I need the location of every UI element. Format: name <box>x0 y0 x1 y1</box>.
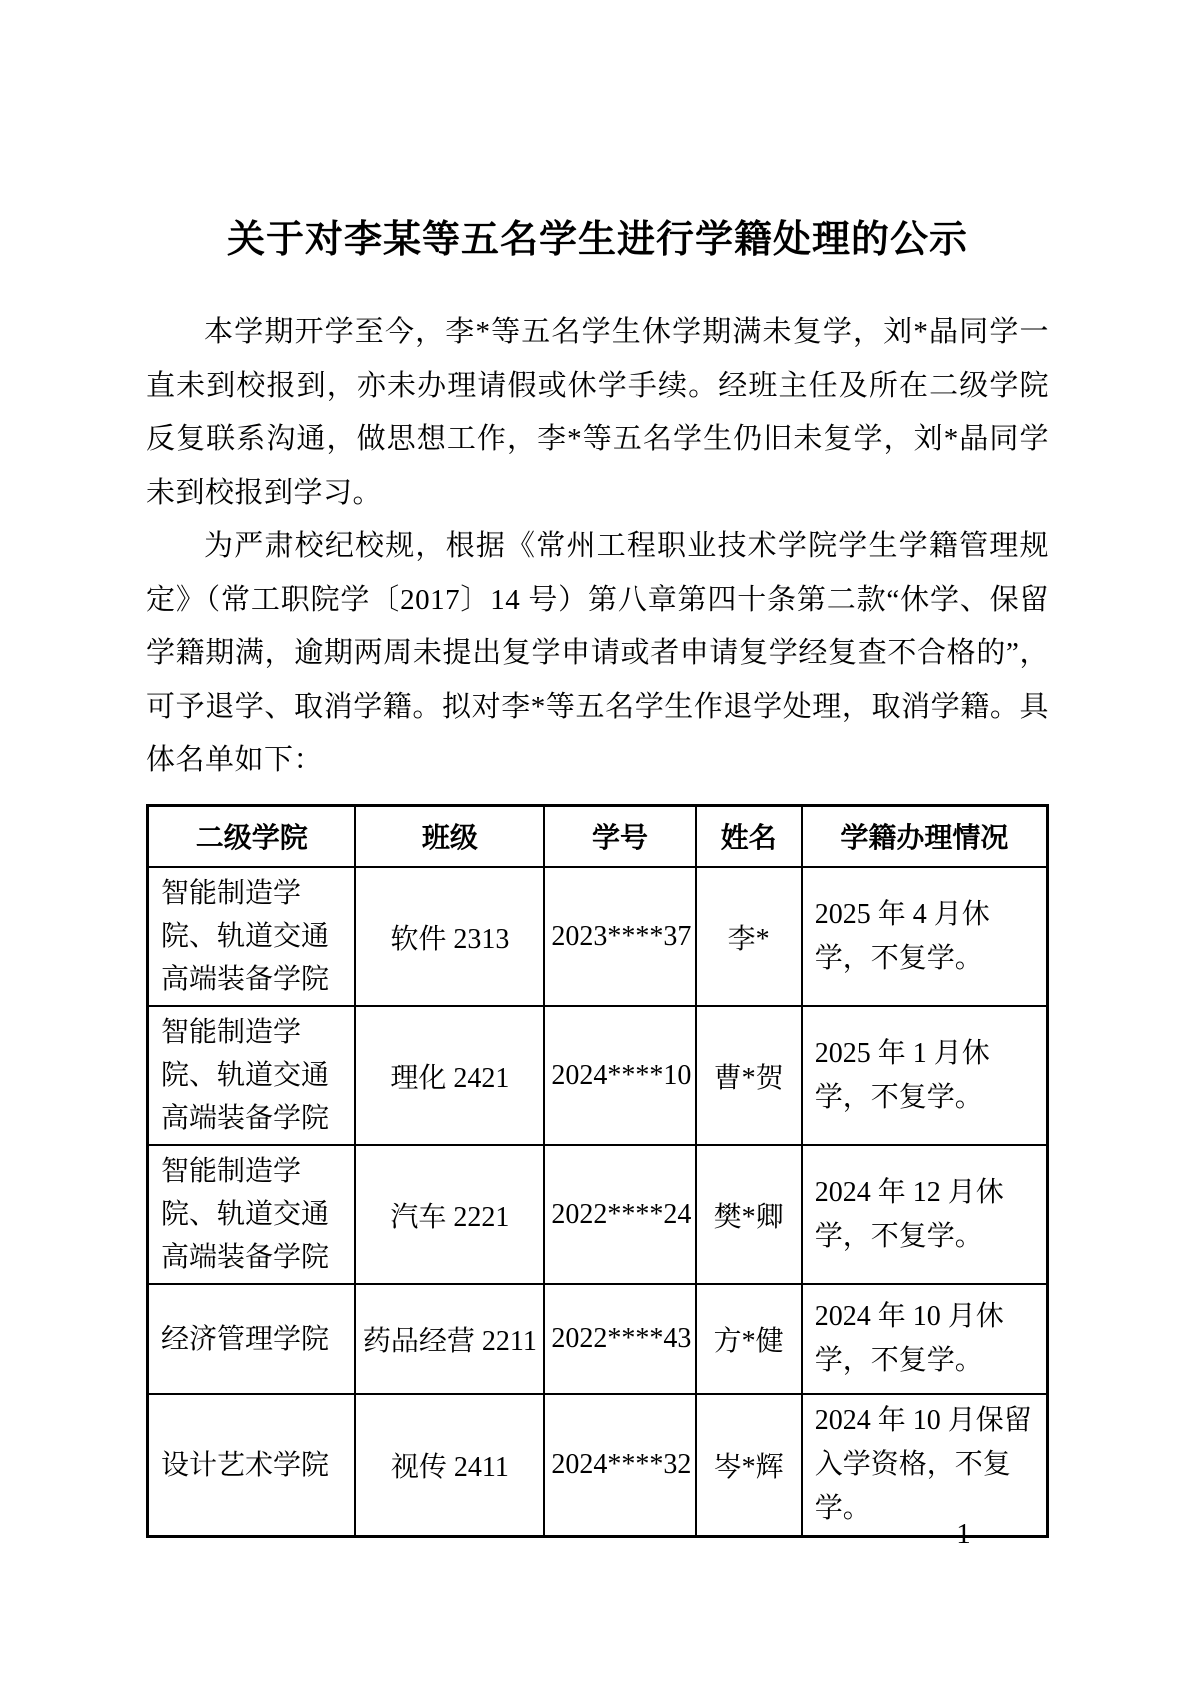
header-status: 学籍办理情况 <box>802 805 1048 867</box>
cell-name: 方*健 <box>696 1284 802 1394</box>
table-header-row <box>148 805 1048 867</box>
cell-class: 理化 2421 <box>355 1006 544 1145</box>
header-class: 班级 <box>355 805 544 867</box>
cell-college: 设计艺术学院 <box>148 1394 356 1537</box>
cell-status: 2025 年 1 月休学，不复学。 <box>802 1006 1048 1145</box>
cell-student-id: 2022****43 <box>544 1284 695 1394</box>
cell-class: 视传 2411 <box>355 1394 544 1537</box>
document-content <box>146 0 1049 1538</box>
table-row-4 <box>148 1284 1048 1394</box>
cell-college: 智能制造学院、轨道交通高端装备学院 <box>148 1145 356 1284</box>
cell-name: 李* <box>696 867 802 1006</box>
header-college: 二级学院 <box>148 805 356 867</box>
cell-student-id: 2024****10 <box>544 1006 695 1145</box>
cell-college: 智能制造学院、轨道交通高端装备学院 <box>148 1006 356 1145</box>
cell-college: 经济管理学院 <box>148 1284 356 1394</box>
cell-student-id: 2024****32 <box>544 1394 695 1537</box>
paragraph-2: 为严肃校纪校规，根据《常州工程职业技术学院学生学籍管理规定》（常工职院学〔2017〕14 号）第八章第四十条第二款“休学、保留学籍期满，逾期两周未提出复学申请或者申请复学经复查不合格的”，可予退学、取消学籍。拟对李*等五名学生作退学处理，取消学籍。具体名单如下： <box>146 530 1049 776</box>
cell-class: 药品经营 2211 <box>355 1284 544 1394</box>
table-row-5 <box>148 1394 1048 1537</box>
cell-student-id: 2022****24 <box>544 1145 695 1284</box>
table-row-1 <box>148 867 1048 1006</box>
cell-class: 汽车 2221 <box>355 1145 544 1284</box>
cell-status: 2024 年 12 月休学，不复学。 <box>802 1145 1048 1284</box>
cell-name: 樊*卿 <box>696 1145 802 1284</box>
page-number: — 1 — <box>916 1518 1013 1550</box>
document-title: 关于对李某等五名学生进行学籍处理的公示 <box>226 219 968 261</box>
cell-status: 2024 年 10 月保留入学资格，不复学。 <box>802 1394 1048 1537</box>
cell-class: 软件 2313 <box>355 867 544 1006</box>
student-status-table <box>146 804 1049 1539</box>
table-row-3 <box>148 1145 1048 1284</box>
cell-status: 2024 年 10 月休学，不复学。 <box>802 1284 1048 1394</box>
header-student-id: 学号 <box>544 805 695 867</box>
cell-student-id: 2023****37 <box>544 867 695 1006</box>
cell-status: 2025 年 4 月休学，不复学。 <box>802 867 1048 1006</box>
cell-name: 曹*贺 <box>696 1006 802 1145</box>
table-row-2 <box>148 1006 1048 1145</box>
paragraph-1: 本学期开学至今，李*等五名学生休学期满未复学，刘*晶同学一直未到校报到，亦未办理请假或休学手续。经班主任及所在二级学院反复联系沟通，做思想工作，李*等五名学生仍旧未复学，刘*晶同学未到校报到学习。 <box>146 316 1049 509</box>
cell-name: 岑*辉 <box>696 1394 802 1537</box>
header-name: 姓名 <box>696 805 802 867</box>
cell-college: 智能制造学院、轨道交通高端装备学院 <box>148 867 356 1006</box>
